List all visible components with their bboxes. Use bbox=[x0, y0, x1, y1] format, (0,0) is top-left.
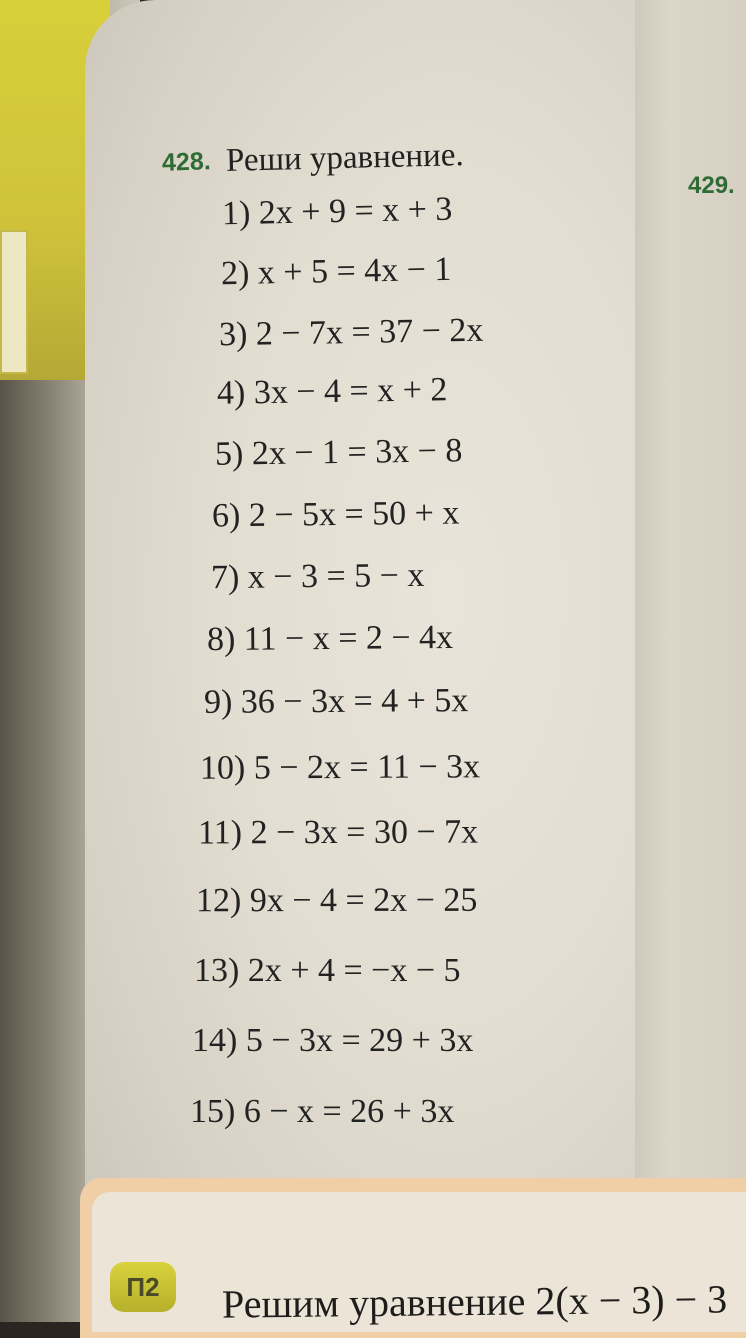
equation-label: 3) bbox=[218, 315, 248, 354]
equation-5 bbox=[215, 432, 463, 473]
equation-label: 12) bbox=[195, 882, 242, 920]
equation-label: 11) bbox=[197, 814, 243, 852]
equation-text: 11 − x = 2 − 4x bbox=[243, 618, 454, 658]
equation-text: 36 − 3x = 4 + 5x bbox=[240, 682, 469, 721]
equation-8 bbox=[207, 619, 453, 659]
equation-13 bbox=[194, 952, 461, 990]
equation-14 bbox=[192, 1022, 473, 1060]
equation-label: 1) bbox=[221, 194, 251, 233]
equation-11 bbox=[198, 814, 478, 853]
tab-inner-panel bbox=[0, 230, 28, 374]
equation-text: 2x + 9 = x + 3 bbox=[258, 190, 453, 232]
equation-label: 4) bbox=[216, 374, 246, 412]
equation-1 bbox=[222, 191, 453, 234]
equation-2 bbox=[221, 251, 452, 293]
equation-label: 13) bbox=[194, 952, 240, 989]
next-task-number: 429. bbox=[688, 172, 735, 199]
equation-label: 15) bbox=[190, 1093, 236, 1130]
equation-text: x − 3 = 5 − x bbox=[247, 556, 425, 596]
equation-10 bbox=[200, 748, 480, 787]
equation-label: 7) bbox=[210, 558, 240, 597]
equation-4 bbox=[217, 371, 448, 413]
equation-15 bbox=[190, 1093, 454, 1131]
equation-3 bbox=[219, 312, 484, 355]
equation-label: 6) bbox=[211, 497, 241, 535]
equation-label: 2) bbox=[220, 254, 250, 293]
task-number: 428. bbox=[161, 147, 212, 177]
equation-label: 10) bbox=[199, 749, 246, 787]
equation-text: 3x − 4 = x + 2 bbox=[253, 371, 448, 412]
equation-12 bbox=[196, 882, 477, 920]
equation-label: 8) bbox=[206, 620, 236, 659]
equation-label: 9) bbox=[203, 683, 233, 721]
equation-text: 2x + 4 = −x − 5 bbox=[247, 952, 461, 989]
equation-text: 2 − 7x = 37 − 2x bbox=[255, 311, 484, 353]
p2-badge: П2 bbox=[110, 1262, 176, 1312]
equation-text: x + 5 = 4x − 1 bbox=[257, 250, 452, 292]
equation-6 bbox=[212, 494, 460, 535]
equation-text: 2 − 5x = 50 + x bbox=[248, 494, 460, 535]
example-text: Решим уравнение 2(x − 3) − 3 bbox=[221, 1276, 728, 1327]
equation-label: 14) bbox=[192, 1022, 238, 1059]
equation-label: 5) bbox=[214, 435, 244, 473]
equation-text: 5 − 2x = 11 − 3x bbox=[253, 748, 481, 787]
task-title: Реши уравнение. bbox=[225, 137, 465, 179]
equation-7 bbox=[211, 557, 425, 597]
equation-text: 5 − 3x = 29 + 3x bbox=[245, 1022, 474, 1059]
equation-text: 9x − 4 = 2x − 25 bbox=[249, 881, 478, 920]
equation-text: 2x − 1 = 3x − 8 bbox=[251, 432, 463, 473]
equation-9 bbox=[204, 682, 469, 722]
equation-text: 6 − x = 26 + 3x bbox=[243, 1093, 455, 1130]
equation-text: 2 − 3x = 30 − 7x bbox=[250, 813, 479, 852]
